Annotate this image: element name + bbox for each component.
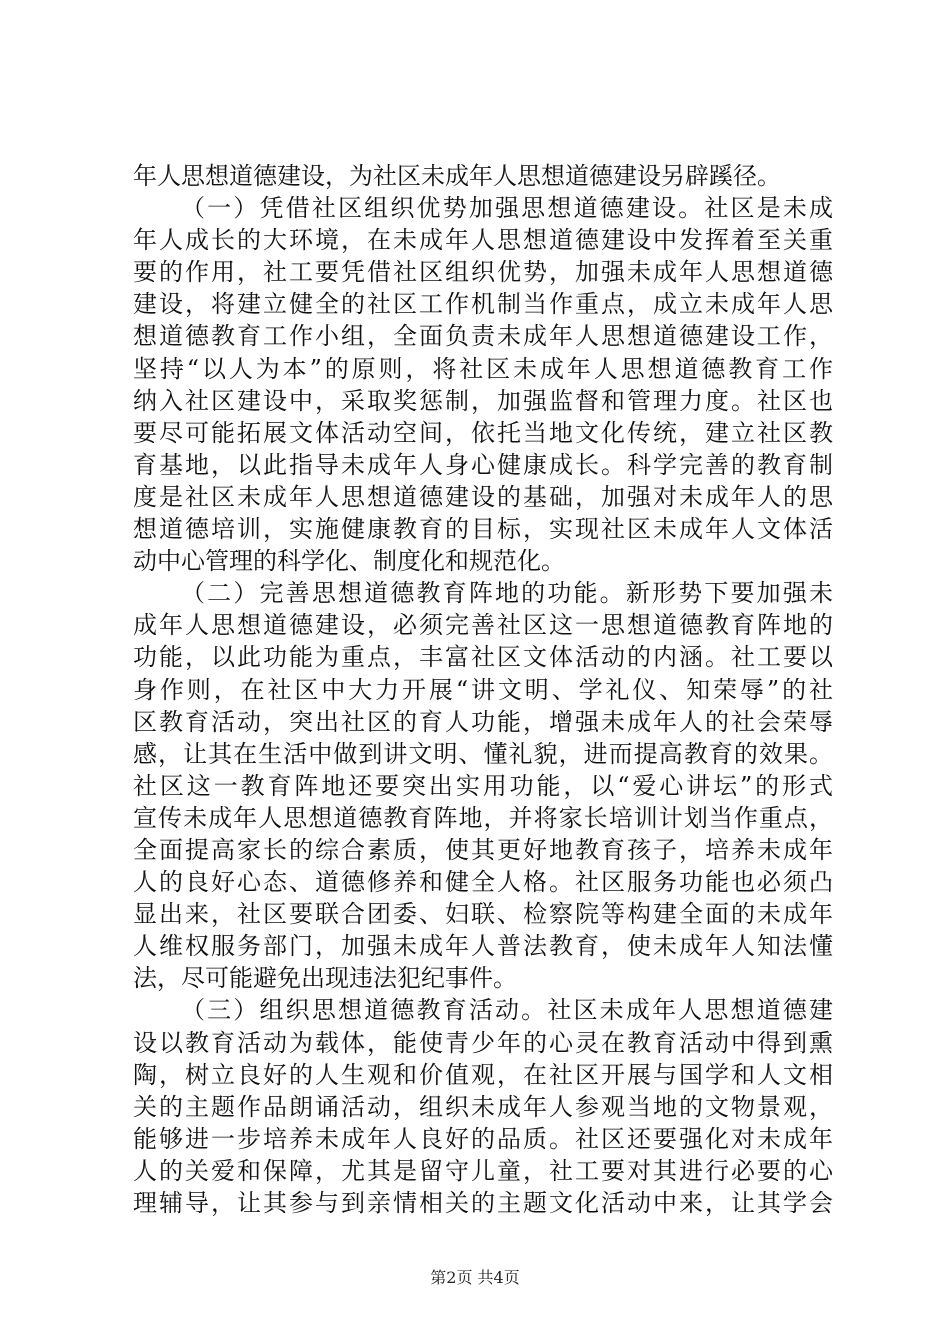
text-line: 想道德教育工作小组，全面负责未成年人思想道德建设工作， — [133, 322, 833, 351]
text-line: 度是社区未成年人思想道德建设的基础，加强对未成年人的思 — [133, 482, 833, 511]
text-line: （一）凭借社区组织优势加强思想道德建设。社区是未成 — [181, 194, 833, 223]
page-footer: 第2页 共4页 — [430, 1268, 520, 1287]
body-text — [133, 160, 833, 1219]
text-line: 想道德培训，实施健康教育的目标，实现社区未成年人文体活 — [133, 515, 833, 544]
text-line: 纳入社区建设中，采取奖惩制，加强监督和管理力度。社区也 — [133, 386, 833, 415]
text-line: 人的良好心态、道德修养和健全人格。社区服务功能也必须凸 — [133, 868, 833, 897]
text-line: 身作则，在社区中大力开展“讲文明、学礼仪、知荣辱”的社 — [133, 675, 833, 704]
text-line: 宣传未成年人思想道德教育阵地，并将家长培训计划当作重点， — [133, 803, 833, 832]
text-line: 育基地，以此指导未成年人身心健康成长。科学完善的教育制 — [133, 450, 833, 479]
text-line: 关的主题作品朗诵活动，组织未成年人参观当地的文物景观， — [133, 1092, 833, 1121]
text-line: 社区这一教育阵地还要突出实用功能，以“爱心讲坛”的形式 — [133, 771, 833, 800]
text-line: 人维权服务部门，加强未成年人普法教育，使未成年人知法懂 — [133, 932, 833, 961]
text-line: 坚持“以人为本”的原则，将社区未成年人思想道德教育工作 — [133, 354, 833, 383]
text-line: 区教育活动，突出社区的育人功能，增强未成年人的社会荣辱 — [133, 707, 833, 736]
text-line: 成年人思想道德建设，必须完善社区这一思想道德教育阵地的 — [133, 611, 833, 640]
text-line: 建设，将建立健全的社区工作机制当作重点，成立未成年人思 — [133, 290, 833, 319]
text-line: 能够进一步培养未成年人良好的品质。社区还要强化对未成年 — [133, 1124, 833, 1153]
text-line: 全面提高家长的综合素质，使其更好地教育孩子，培养未成年 — [133, 835, 833, 864]
text-line: 设以教育活动为载体，能使青少年的心灵在教育活动中得到熏 — [133, 1028, 833, 1057]
text-line: 人的关爱和保障，尤其是留守儿童，社工要对其进行必要的心 — [133, 1156, 833, 1185]
text-line: （二）完善思想道德教育阵地的功能。新形势下要加强未 — [181, 579, 833, 608]
text-line: 功能，以此功能为重点，丰富社区文体活动的内涵。社工要以 — [133, 643, 833, 672]
text-line: 显出来，社区要联合团委、妇联、检察院等构建全面的未成年 — [133, 900, 833, 929]
text-line: 理辅导，让其参与到亲情相关的主题文化活动中来，让其学会 — [133, 1189, 833, 1217]
text-line: 陶，树立良好的人生观和价值观，在社区开展与国学和人文相 — [133, 1060, 833, 1089]
text-line: 要尽可能拓展文体活动空间，依托当地文化传统，建立社区教 — [133, 418, 833, 447]
text-line: 年人成长的大环境，在未成年人思想道德建设中发挥着至关重 — [133, 226, 833, 255]
text-line: 法，尽可能避免出现违法犯纪事件。 — [133, 964, 517, 993]
text-line: 要的作用，社工要凭借社区组织优势，加强未成年人思想道德 — [133, 258, 833, 287]
text-line: 动中心管理的科学化、制度化和规范化。 — [133, 547, 565, 576]
text-line: 年人思想道德建设，为社区未成年人思想道德建设另辟蹊径。 — [133, 162, 781, 190]
text-line: （三）组织思想道德教育活动。社区未成年人思想道德建 — [181, 996, 833, 1025]
text-line: 感，让其在生活中做到讲文明、懂礼貌，进而提高教育的效果。 — [133, 739, 833, 768]
